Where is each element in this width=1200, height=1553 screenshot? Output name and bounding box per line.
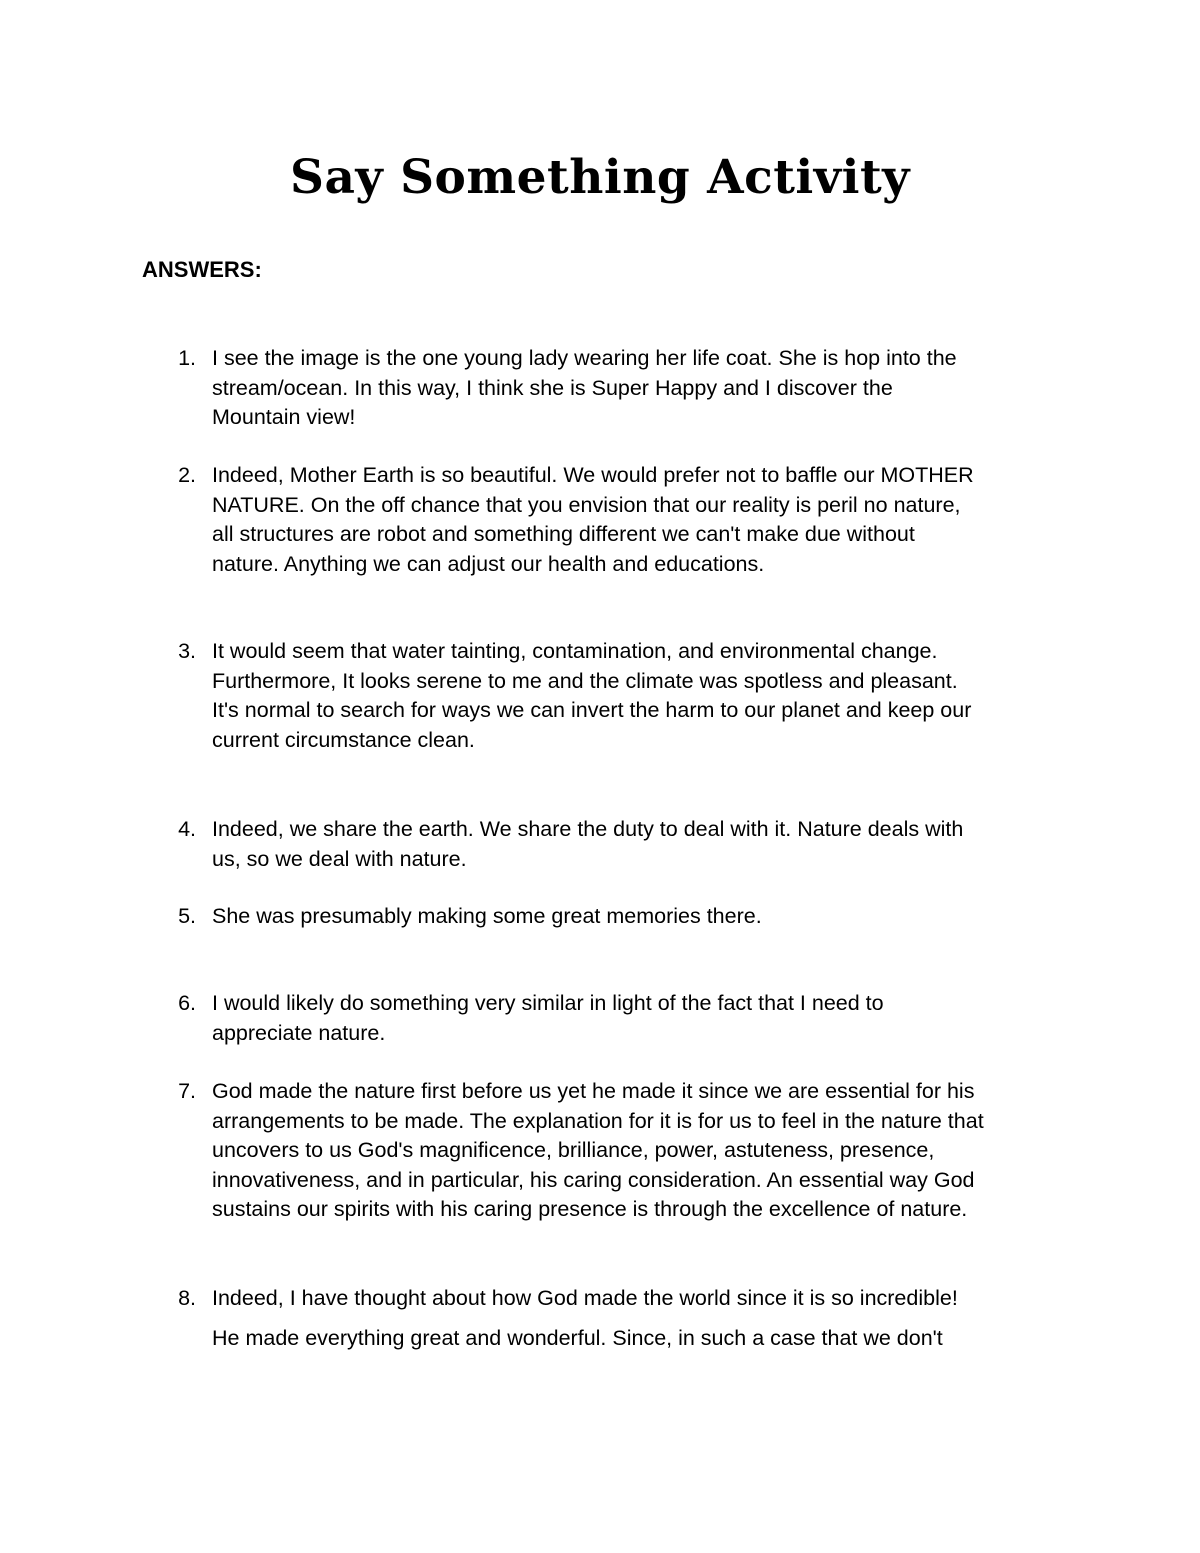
answer-text: I see the image is the one young lady wearing her life coat. She is hop into the stream/ocean. In this way, I think she is Super Happy and I discover the Mountain view! [212,346,957,430]
answer-number: 7. [178,1079,196,1103]
answer-text: God made the nature first before us yet he made it since we are essential for his arrangements to be made. The explanation for it is for us to feel in the nature that uncovers to us God's magnificence, brilliance, power, astuteness, presence, innovativeness, and in particular, his caring consideration. An essential way God sustains our spirits with his caring presence is through the excellence of nature. [212,1079,984,1222]
answer-number: 1. [178,346,196,370]
answer-text: Indeed, Mother Earth is so beautiful. We would prefer not to baffle our MOTHER NATURE. On the off chance that you envision that our reality is peril no nature, all structures are robot and something different we can't make due without nature. Anything we can adjust our health and educations. [212,463,974,576]
answer-number: 6. [178,991,196,1015]
answer-number: 3. [178,639,196,663]
answer-number: 2. [178,463,196,487]
answer-text: I would likely do something very similar in light of the fact that I need to appreciate nature. [212,991,884,1045]
answer-number: 8. [178,1286,196,1310]
answer-text: Indeed, we share the earth. We share the duty to deal with it. Nature deals with us, so we deal with nature. [212,817,964,871]
answer-text: It would seem that water tainting, contamination, and environmental change. Furthermore, It looks serene to me and the climate was spotless and pleasant. It's normal to search for ways we can invert the harm to our planet and keep our current circumstance clean. [212,639,972,752]
answer-text: Indeed, I have thought about how God made the world since it is so incredible! He made everything great and wonderful. Since, in such a case that we don't [212,1286,958,1350]
answers-heading: ANSWERS: [142,257,262,282]
answer-number: 4. [178,817,196,841]
answer-text: She was presumably making some great memories there. [212,904,762,928]
answer-number: 5. [178,904,196,928]
page-title: Say Something Activity [290,150,910,205]
